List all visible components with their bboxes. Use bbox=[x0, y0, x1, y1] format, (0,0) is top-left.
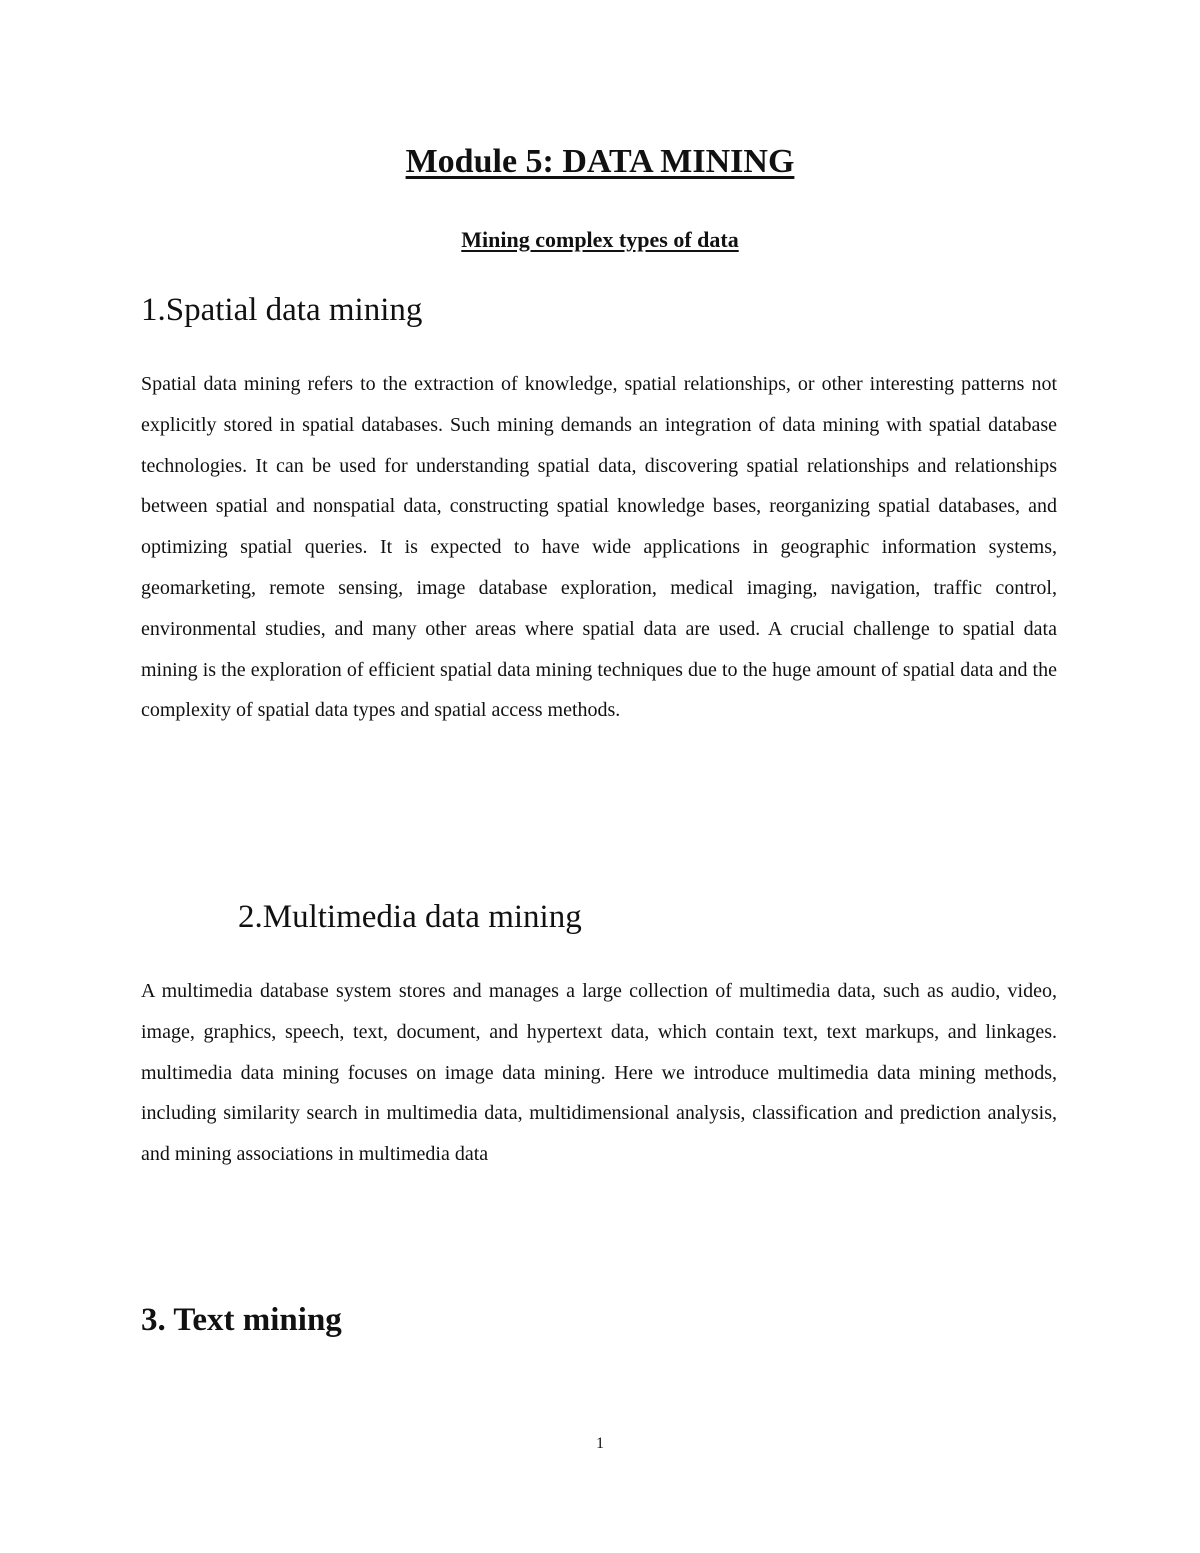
section-body-multimedia: A multimedia database system stores and manages a large collection of multimedia data, such as audio, video, image, graphics, speech, text, document, and hypertext data, which contain text, text markups, and linkages. multimedia data mining focuses on image data mining. Here we introduce multimedia data mining methods, including similarity search in multimedia data, multidimensional analysis, classification and prediction analysis, and mining associations in multimedia data bbox=[141, 980, 1057, 1166]
section-body-spatial: Spatial data mining refers to the extraction of knowledge, spatial relationships, or other interesting patterns not explicitly stored in spatial databases. Such mining demands an integration of data mining with spatial database technologies. It can be used for understanding spatial data, discovering spatial relationships and relationships between spatial and nonspatial data, constructing spatial knowledge bases, reorganizing spatial databases, and optimizing spatial queries. It is expected to have wide applications in geographic information systems, geomarketing, remote sensing, image database exploration, medical imaging, navigation, traffic control, environmental studies, and many other areas where spatial data are used. A crucial challenge to spatial data mining is the exploration of efficient spatial data mining techniques due to the huge amount of spatial data and the complexity of spatial data types and spatial access methods. bbox=[141, 373, 1057, 722]
section-heading-text-mining: 3. Text mining bbox=[141, 1302, 342, 1338]
section-heading-spatial: 1.Spatial data mining bbox=[141, 292, 423, 328]
page-title: Module 5: DATA MINING bbox=[405, 143, 795, 180]
page-number: 1 bbox=[596, 1435, 604, 1452]
section-heading-multimedia: 2.Multimedia data mining bbox=[238, 899, 582, 935]
page-subtitle: Mining complex types of data bbox=[461, 227, 739, 252]
